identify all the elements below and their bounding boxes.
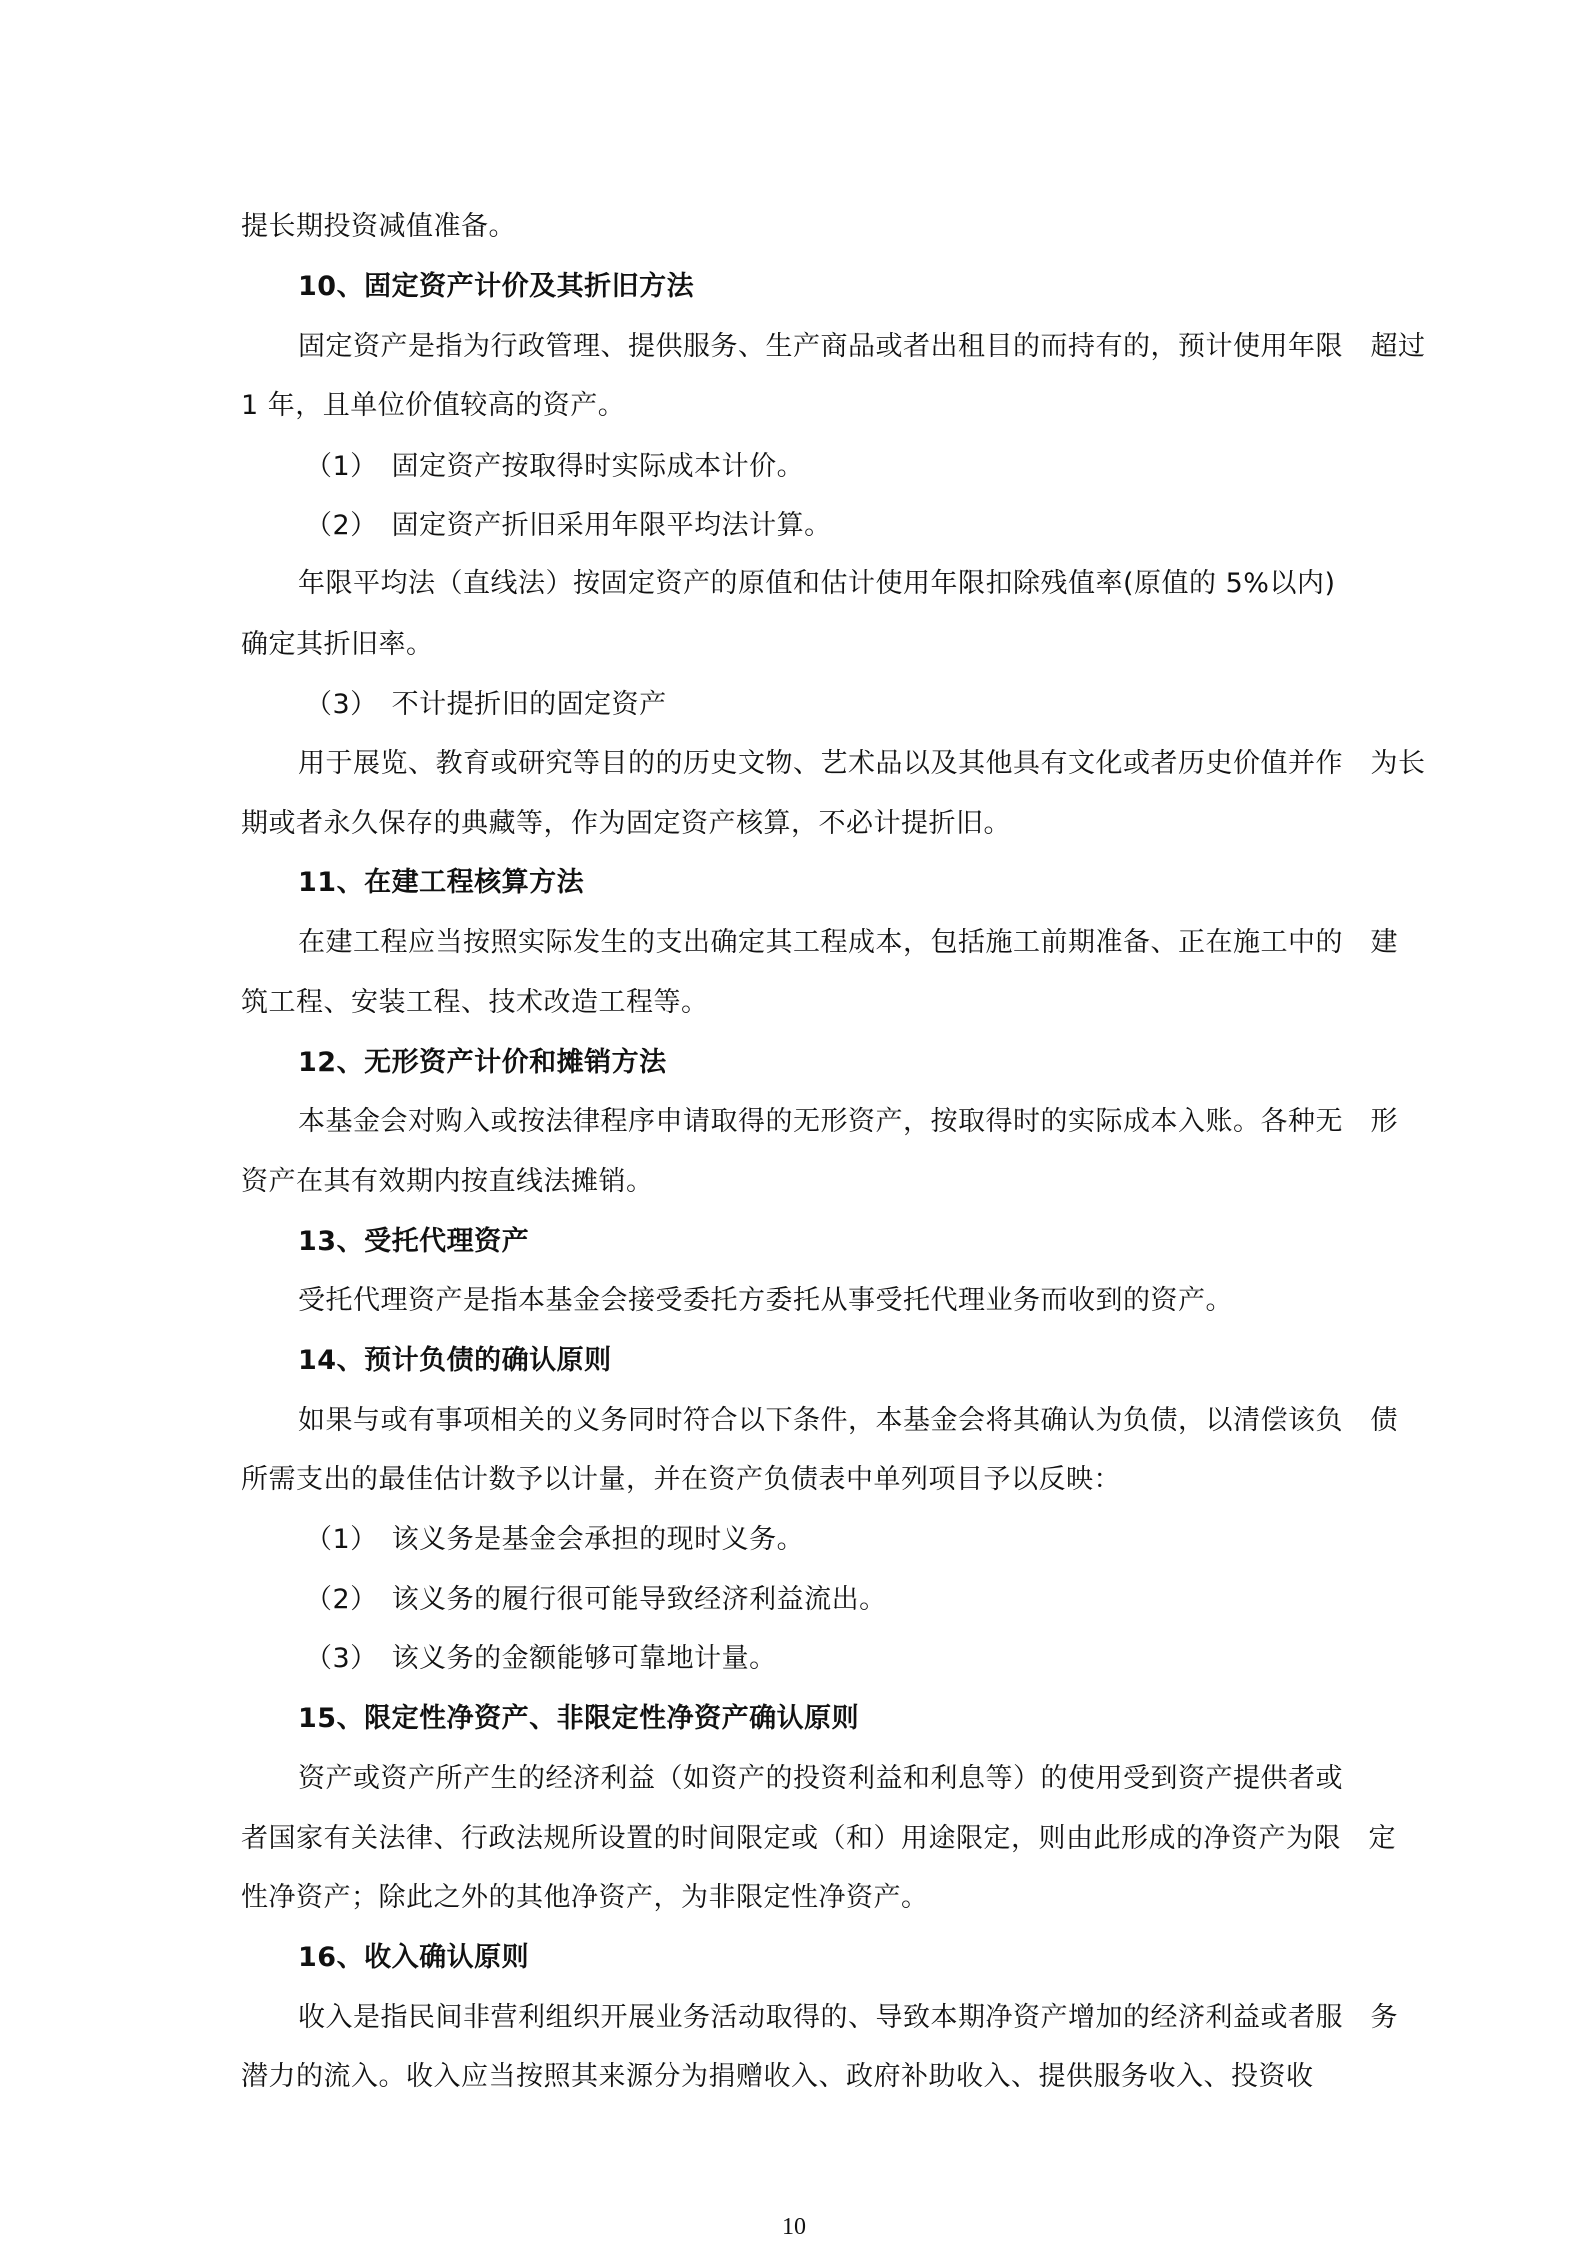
body-line: 者国家有关法律、行政法规所设置的时间限定或（和）用途限定，则由此形成的净资产为限 定 [241,1823,1396,1854]
page-number: 10 [782,2214,806,2240]
list-item: （1） 固定资产按取得时实际成本计价。 [305,451,805,482]
section-heading: 10、固定资产计价及其折旧方法 [298,271,695,302]
section-heading: 14、预计负债的确认原则 [298,1345,612,1376]
list-item: （2） 固定资产折旧采用年限平均法计算。 [305,510,832,541]
section-heading: 15、限定性净资产、非限定性净资产确认原则 [298,1703,860,1734]
body-line: 资产在其有效期内按直线法摊销。 [241,1166,654,1197]
body-line: 如果与或有事项相关的义务同时符合以下条件，本基金会将其确认为负债，以清偿该负 债 [298,1405,1398,1436]
body-line: 期或者永久保存的典藏等，作为固定资产核算，不必计提折旧。 [241,808,1011,839]
list-item: （2） 该义务的履行很可能导致经济利益流出。 [305,1584,887,1615]
body-line: 资产或资产所产生的经济利益（如资产的投资利益和利息等）的使用受到资产提供者或 [298,1763,1343,1794]
body-line: 性净资产；除此之外的其他净资产，为非限定性净资产。 [241,1882,929,1913]
section-heading: 16、收入确认原则 [298,1942,530,1973]
section-heading: 11、在建工程核算方法 [298,867,585,898]
body-line: 潜力的流入。收入应当按照其来源分为捐赠收入、政府补助收入、提供服务收入、投资收 [241,2061,1314,2092]
body-line: 本基金会对购入或按法律程序申请取得的无形资产，按取得时的实际成本入账。各种无 形 [298,1106,1398,1137]
body-line: 用于展览、教育或研究等目的的历史文物、艺术品以及其他具有文化或者历史价值并作 为长 [298,748,1426,779]
body-line: 确定其折旧率。 [241,629,434,660]
body-line: 固定资产是指为行政管理、提供服务、生产商品或者出租目的而持有的，预计使用年限 超过 [298,331,1426,362]
section-heading: 12、无形资产计价和摊销方法 [298,1047,667,1078]
list-item: （3） 该义务的金额能够可靠地计量。 [305,1643,777,1674]
body-line: 筑工程、安装工程、技术改造工程等。 [241,987,709,1018]
body-line: 所需支出的最佳估计数予以计量，并在资产负债表中单列项目予以反映： [241,1464,1121,1495]
body-line: 年限平均法（直线法）按固定资产的原值和估计使用年限扣除残值率(原值的 5%以内) [298,568,1336,599]
body-line: 提长期投资减值准备。 [241,211,516,242]
body-line: 收入是指民间非营利组织开展业务活动取得的、导致本期净资产增加的经济利益或者服 务 [298,2002,1398,2033]
body-line: 在建工程应当按照实际发生的支出确定其工程成本，包括施工前期准备、正在施工中的 建 [298,927,1398,958]
body-line: 1 年，且单位价值较高的资产。 [241,390,626,421]
body-line: 受托代理资产是指本基金会接受委托方委托从事受托代理业务而收到的资产。 [298,1285,1233,1316]
list-item: （3） 不计提折旧的固定资产 [305,689,667,720]
list-item: （1） 该义务是基金会承担的现时义务。 [305,1524,805,1555]
section-heading: 13、受托代理资产 [298,1226,530,1257]
